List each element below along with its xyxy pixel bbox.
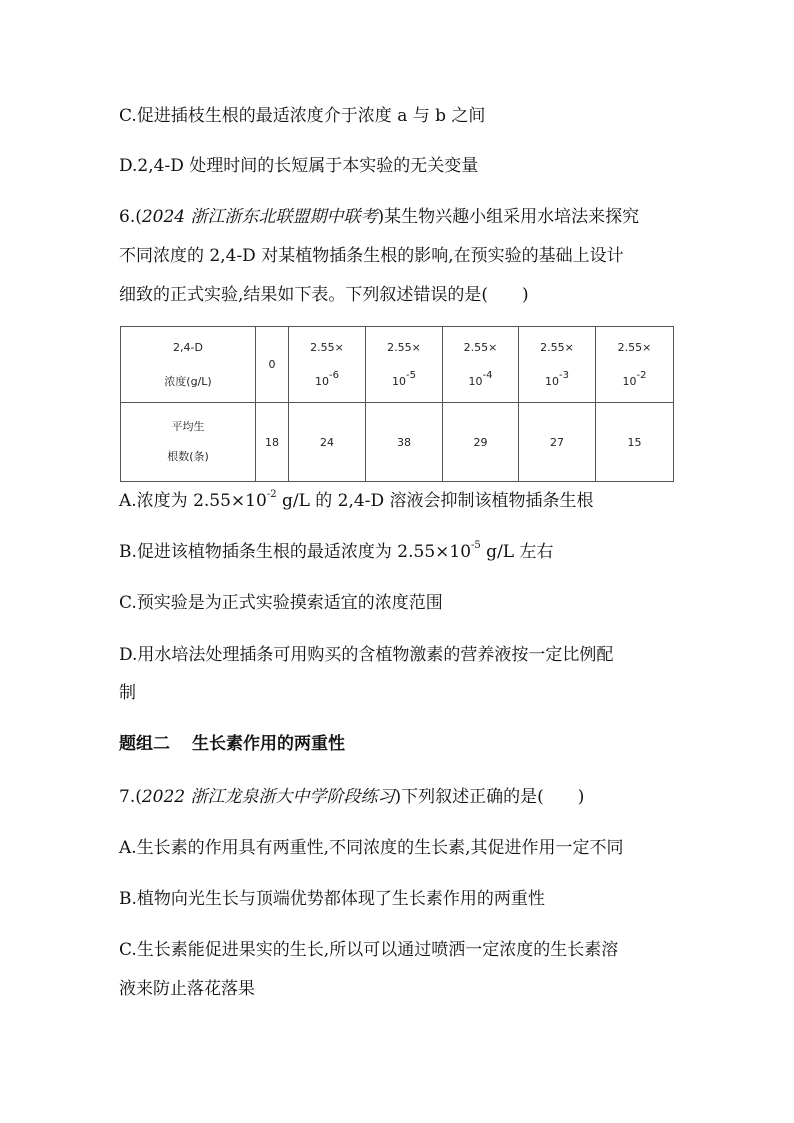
question6-option-a: A.浓度为 $2.55\times 10^{-2}$ g/L 的 2,4-D 溶液会抑制该植物插条生根: [119, 489, 594, 511]
question6-stem-line2: 不同浓度的 2,4-D 对某植物插条生根的影响,在预实验的基础上设计: [119, 246, 624, 266]
root-count-cell: 29: [443, 403, 519, 482]
question6-option-b: B.促进该植物插条生根的最适浓度为 $2.55\times 10^{-5}$ g/L 左右: [119, 540, 554, 562]
root-count-header-line1: 平均生: [171, 420, 205, 433]
question6-option-d-line1: D.用水培法处理插条可用购买的含植物激素的营养液按一定比例配: [119, 645, 614, 665]
concentration-cell: 0: [256, 327, 289, 403]
root-count-row: [121, 403, 674, 482]
root-count-header-cell: [121, 403, 256, 482]
concentration-cell: 2.55× $10^{-4}$: [443, 327, 519, 403]
section-heading: [119, 732, 345, 756]
question6-stem-line3: 细致的正式实验,结果如下表。下列叙述错误的是( ): [119, 285, 529, 305]
section-label: 题组二: [119, 734, 170, 754]
concentration-cell: 2.55× $10^{-2}$: [596, 327, 674, 403]
section-title: 生长素作用的两重性: [192, 734, 345, 754]
root-count-cell: 18: [256, 403, 289, 482]
question6-option-c: C.预实验是为正式实验摸索适宜的浓度范围: [119, 593, 443, 613]
question6-stem-line1: [119, 205, 639, 229]
root-count-cell: 38: [366, 403, 443, 482]
question6-prefix: 6.(: [119, 207, 142, 227]
concentration-cell: 2.55× $10^{-6}$: [289, 327, 366, 403]
question6-source: 2024 浙江浙东北联盟期中联考: [141, 207, 378, 227]
concentration-cell: 2.55× $10^{-3}$: [519, 327, 596, 403]
question7-prefix: 7.(: [119, 787, 142, 807]
question7-option-c-line1: C.生长素能促进果实的生长,所以可以通过喷洒一定浓度的生长素溶: [119, 940, 619, 960]
root-count-cell: 15: [596, 403, 674, 482]
root-count-cell: 24: [289, 403, 366, 482]
question5-option-c: C.促进插枝生根的最适浓度介于浓度 a 与 b 之间: [119, 106, 486, 126]
concentration-header-cell: [121, 327, 256, 403]
concentration-row: [121, 327, 674, 403]
question6-stem-rest: )某生物兴趣小组采用水培法来探究: [377, 207, 640, 227]
question7-option-b: B.植物向光生长与顶端优势都体现了生长素作用的两重性: [119, 889, 545, 909]
concentration-header-line1: 2,4-D: [173, 340, 203, 354]
root-count-cell: 27: [519, 403, 596, 482]
question5-option-d: D.2,4-D 处理时间的长短属于本实验的无关变量: [119, 156, 479, 176]
question7-option-c-line2: 液来防止落花落果: [119, 979, 255, 999]
root-count-header-line2: 根数(条): [167, 450, 209, 463]
question7-stem: [119, 785, 584, 809]
results-table: [120, 326, 674, 482]
concentration-cell: 2.55× $10^{-5}$: [366, 327, 443, 403]
question6-option-d-line2: 制: [119, 683, 136, 703]
question7-source: 2022 浙江龙泉浙大中学阶段练习: [141, 787, 395, 807]
question7-stem-rest: )下列叙述正确的是( ): [394, 787, 585, 807]
question7-option-a: A.生长素的作用具有两重性,不同浓度的生长素,其促进作用一定不同: [119, 838, 624, 858]
concentration-header-line2: 浓度(g/L): [164, 374, 212, 388]
